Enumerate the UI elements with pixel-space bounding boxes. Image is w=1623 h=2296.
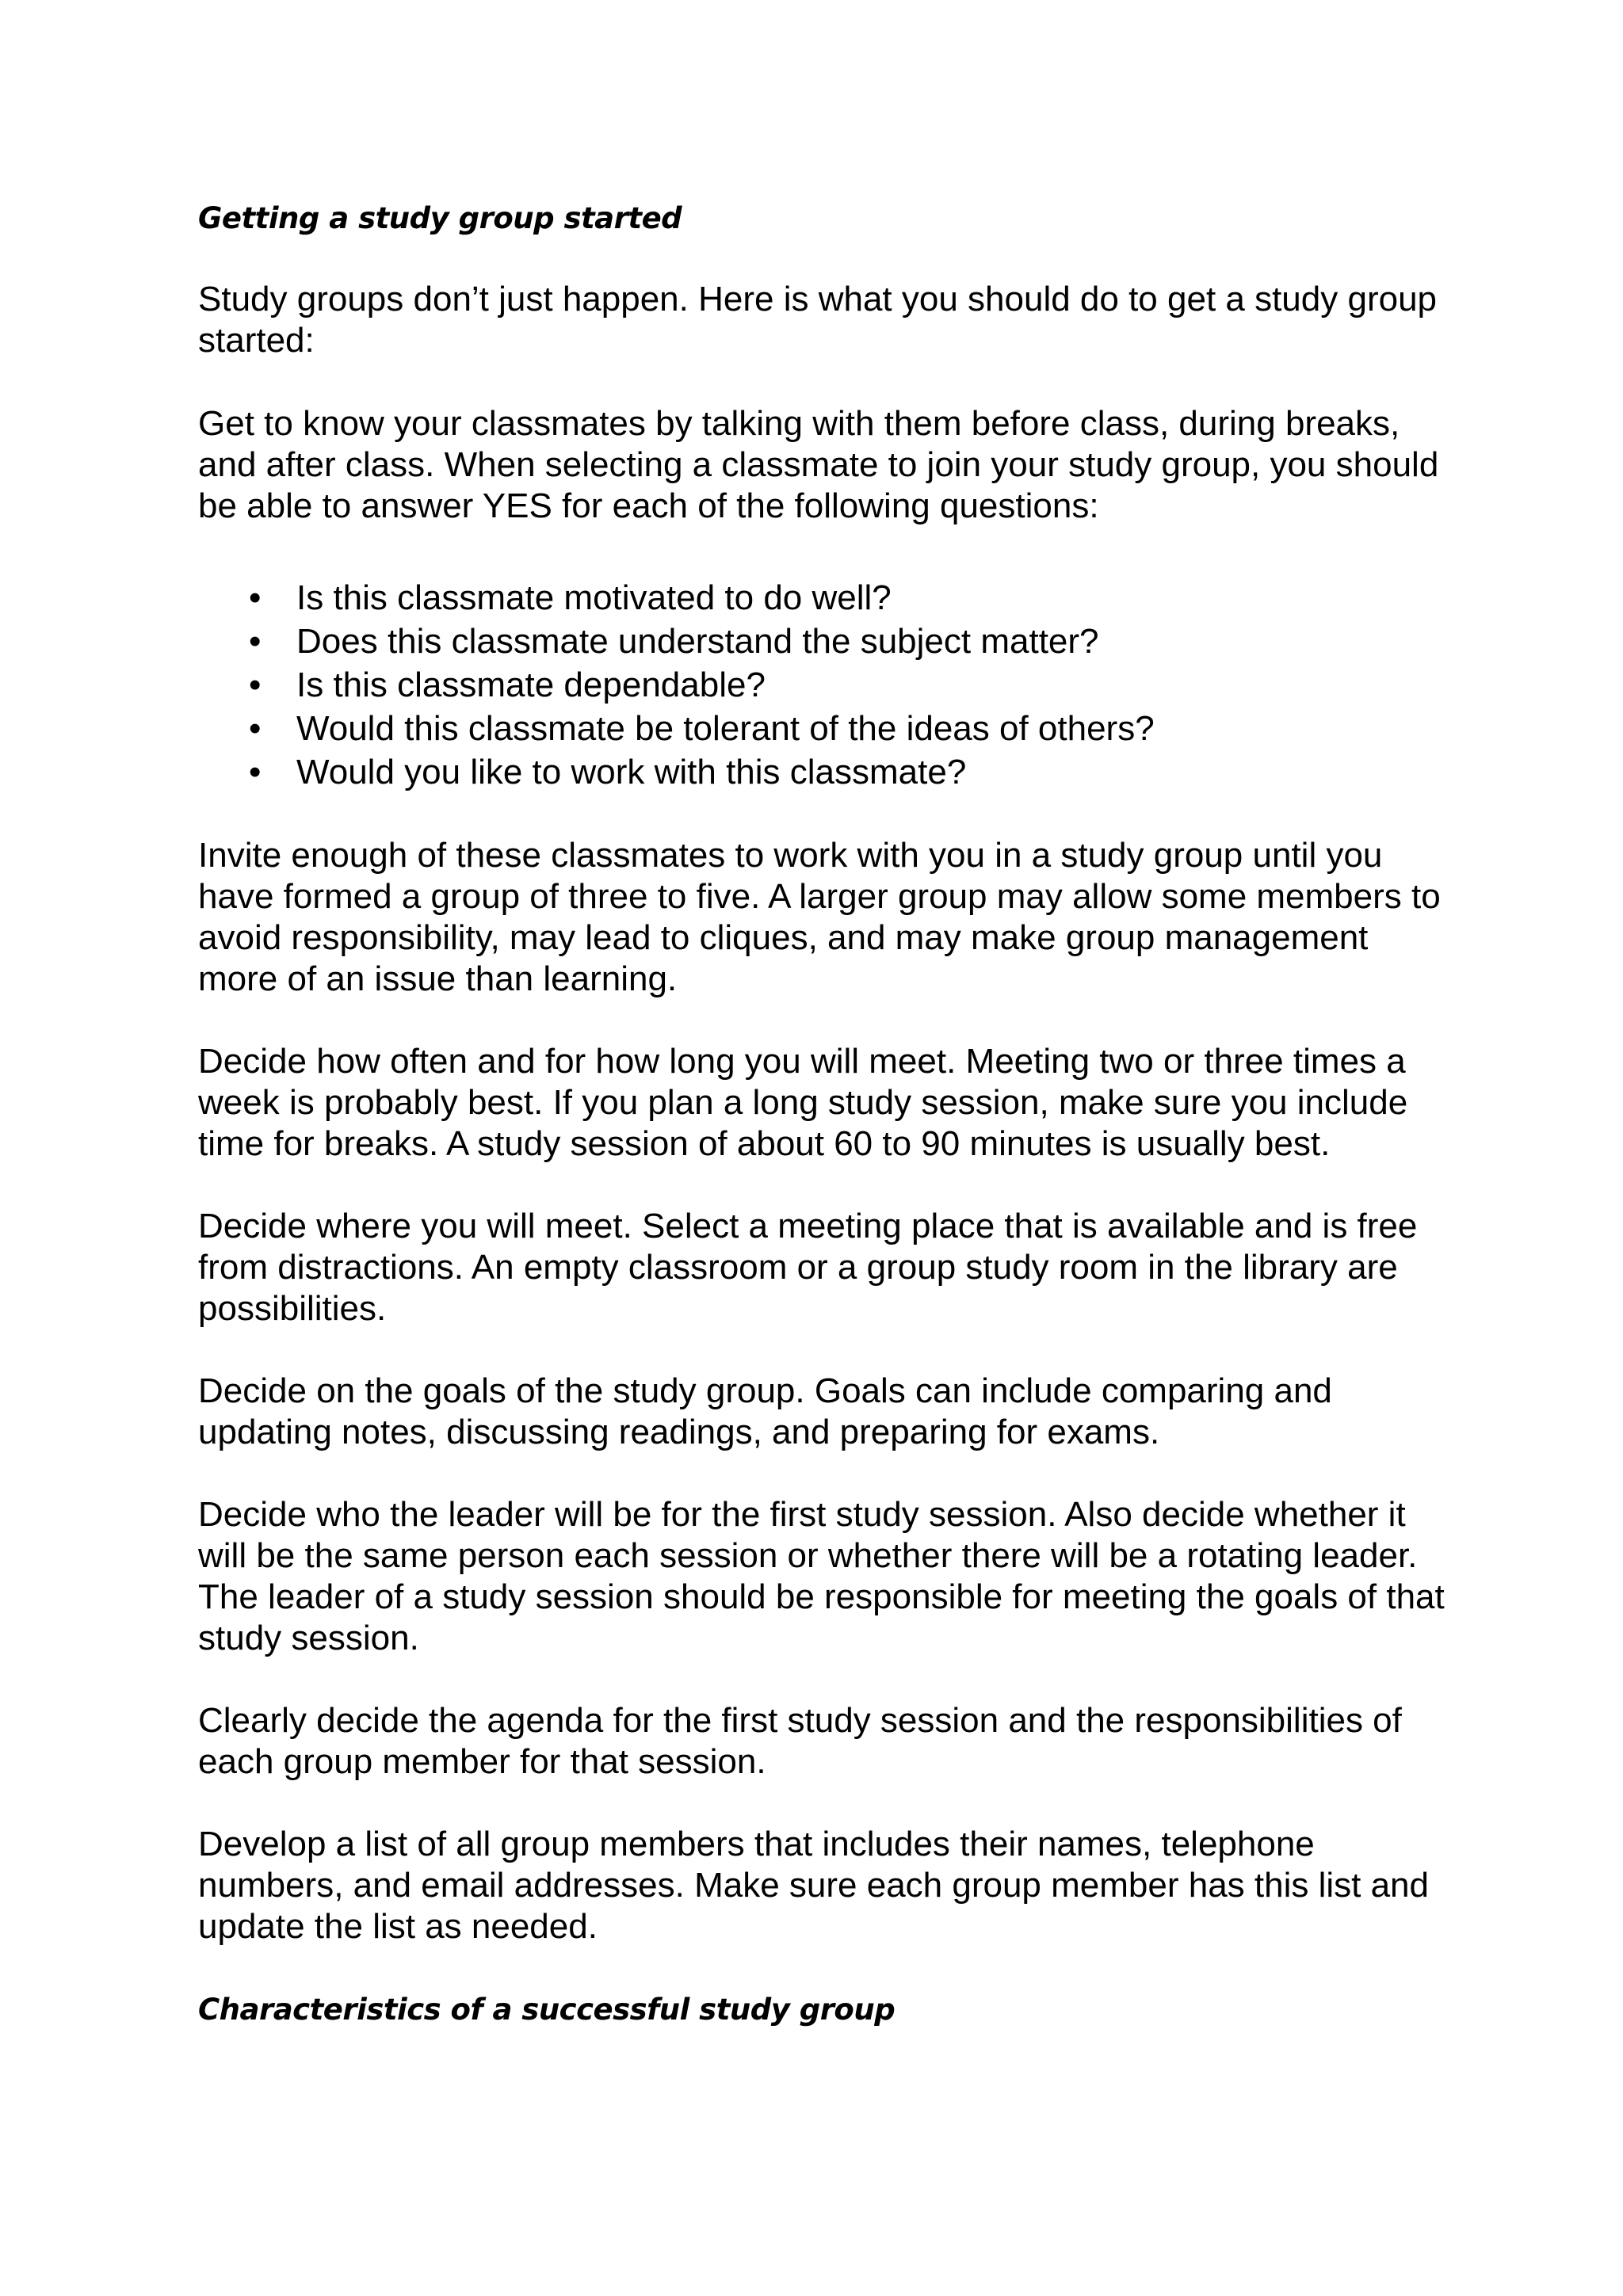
list-item: • Does this classmate understand the subject matter?	[198, 620, 1450, 663]
bullet-icon: •	[249, 622, 262, 661]
know-classmates-paragraph: Get to know your classmates by talking with them before class, during breaks, and after class. When selecting a classmate to join your study group, you should be able to answer YES for each of the following questions:	[198, 404, 1439, 525]
leader-paragraph: Decide who the leader will be for the first study session. Also decide whether it will be the same person each session or whether there will be a rotating leader. The leader of a study session should be responsible for meeting the goals of that study session.	[198, 1495, 1445, 1657]
agenda-paragraph: Clearly decide the agenda for the first study session and the responsibilities of each group member for that session.	[198, 1701, 1402, 1781]
member-list-paragraph: Develop a list of all group members that includes their names, telephone numbers, and email addresses. Make sure each group member has this list and update the list as needed.	[198, 1825, 1429, 1946]
section-heading-getting-started: Getting a study group started	[198, 201, 682, 235]
list-item: • Is this classmate motivated to do well?	[198, 576, 1450, 620]
invite-paragraph: Invite enough of these classmates to work with you in a study group until you have formed a group of three to five. A larger group may allow some members to avoid responsibility, may lead to cliques, and may make group management more of an issue than learning.	[198, 836, 1441, 998]
document-page	[198, 198, 1450, 2031]
list-item: • Is this classmate dependable?	[198, 663, 1450, 707]
goals-paragraph: Decide on the goals of the study group. Goals can include comparing and updating notes, discussing readings, and preparing for exams.	[198, 1371, 1332, 1451]
list-item: • Would this classmate be tolerant of the ideas of others?	[198, 707, 1450, 750]
bullet-icon: •	[249, 709, 262, 748]
bullet-icon: •	[249, 666, 262, 704]
list-item: • Would you like to work with this classmate?	[198, 750, 1450, 794]
section-heading-characteristics: Characteristics of a successful study group	[198, 1993, 896, 2027]
classmate-questions-list	[198, 576, 1450, 794]
intro-paragraph: Study groups don’t just happen. Here is what you should do to get a study group started:	[198, 280, 1438, 360]
meeting-place-paragraph: Decide where you will meet. Select a meeting place that is available and is free from distractions. An empty classroom or a group study room in the library are possibilities.	[198, 1207, 1418, 1328]
bullet-icon: •	[249, 753, 262, 791]
bullet-icon: •	[249, 578, 262, 617]
how-often-paragraph: Decide how often and for how long you will meet. Meeting two or three times a week is probably best. If you plan a long study session, make sure you include time for breaks. A study session of about 60 to 90 minutes is usually best.	[198, 1042, 1408, 1163]
